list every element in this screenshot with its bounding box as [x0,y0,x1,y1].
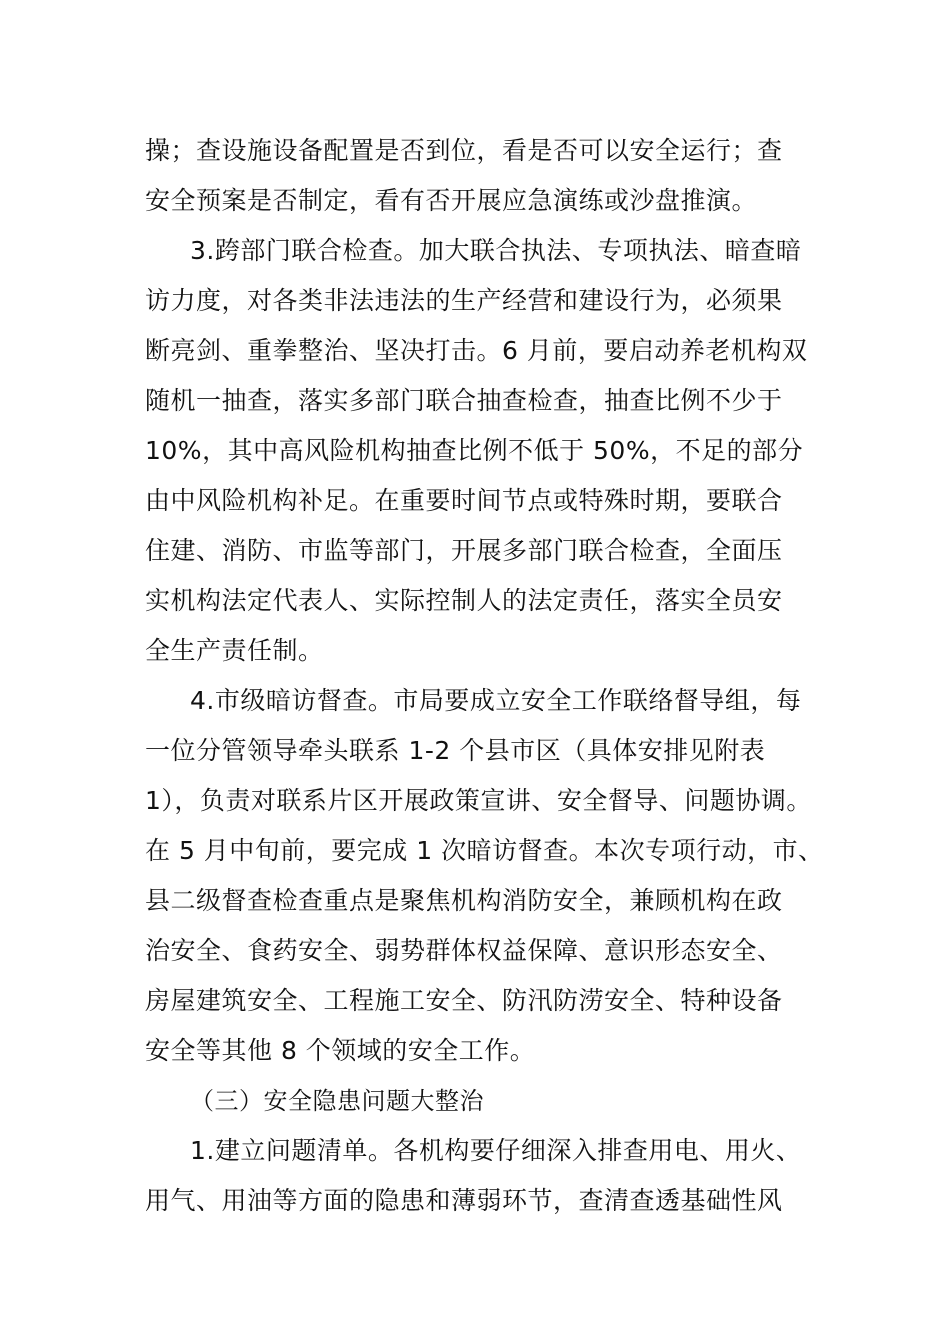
text-line: 3.跨部门联合检查。加大联合执法、专项执法、暗查暗 [190,236,802,265]
text-line: 一位分管领导牵头联系 1-2 个县市区（具体安排见附表 [145,736,766,765]
text-line: 用气、用油等方面的隐患和薄弱环节，查清查透基础性风 [145,1186,783,1215]
text-line: 住建、消防、市监等部门，开展多部门联合检查，全面压 [145,536,783,565]
text-line: 安全预案是否制定，看有否开展应急演练或沙盘推演。 [145,186,758,215]
section-heading: （三）安全隐患问题大整治 [190,1087,484,1115]
text-line: 由中风险机构补足。在重要时间节点或特殊时期，要联合 [145,486,783,515]
text-line: 断亮剑、重拳整治、坚决打击。6 月前，要启动养老机构双 [145,336,808,365]
text-line: 访力度，对各类非法违法的生产经营和建设行为，必须果 [145,286,783,315]
text-line: 1.建立问题清单。各机构要仔细深入排查用电、用火、 [190,1136,802,1165]
text-line: 操；查设施设备配置是否到位，看是否可以安全运行；查 [145,136,783,165]
text-line: 房屋建筑安全、工程施工安全、防汛防涝安全、特种设备 [145,986,783,1015]
text-line: 在 5 月中旬前，要完成 1 次暗访督查。本次专项行动，市、 [145,836,824,865]
text-line: 安全等其他 8 个领域的安全工作。 [145,1036,536,1065]
text-line: 县二级督查检查重点是聚焦机构消防安全，兼顾机构在政 [145,886,783,915]
text-line: 实机构法定代表人、实际控制人的法定责任，落实全员安 [145,586,783,615]
text-line: 1），负责对联系片区开展政策宣讲、安全督导、问题协调。 [145,786,812,815]
text-line: 全生产责任制。 [145,636,324,665]
text-line: 10%，其中高风险机构抽查比例不低于 50%，不足的部分 [145,436,804,465]
text-line: 4.市级暗访督查。市局要成立安全工作联络督导组，每 [190,686,802,715]
text-line: 治安全、食药安全、弱势群体权益保障、意识形态安全、 [145,936,783,965]
text-line: 随机一抽查，落实多部门联合抽查检查，抽查比例不少于 [145,386,783,415]
